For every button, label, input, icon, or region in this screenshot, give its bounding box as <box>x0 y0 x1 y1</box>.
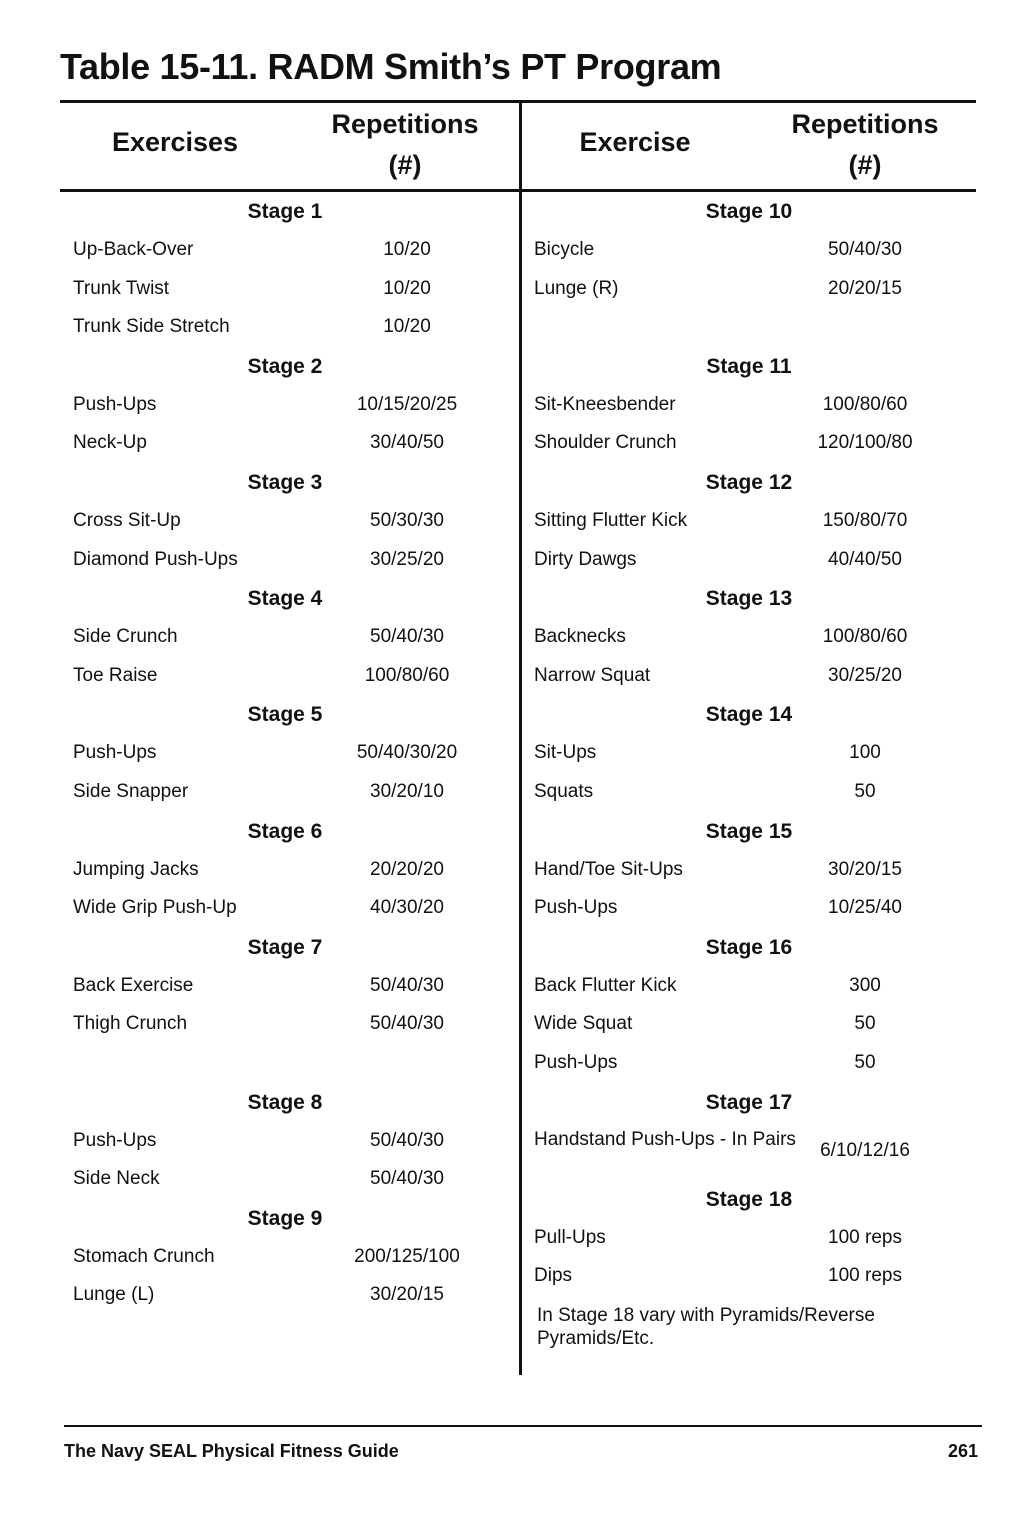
exercise-name: Push-Ups <box>534 897 618 919</box>
stage-heading <box>522 928 976 967</box>
table-row <box>60 424 518 463</box>
table-row <box>522 231 976 270</box>
stage-heading <box>60 192 518 231</box>
stage-label: Stage 11 <box>706 354 792 378</box>
footer-rule <box>64 1425 982 1427</box>
exercise-name: Push-Ups <box>73 393 157 415</box>
repetitions: 150/80/70 <box>822 509 908 531</box>
table-row <box>522 851 976 890</box>
header-reps-left-line1: Repetitions <box>331 109 479 139</box>
stage-heading <box>522 695 976 734</box>
stage-heading <box>522 347 976 386</box>
stage-heading <box>60 1083 518 1122</box>
exercise-name: Stomach Crunch <box>73 1245 215 1267</box>
repetitions: 10/20 <box>383 277 431 299</box>
repetitions: 200/125/100 <box>354 1245 460 1267</box>
exercise-name: Lunge (R) <box>534 277 619 299</box>
repetitions: 30/20/15 <box>828 858 902 880</box>
repetitions: 50/40/30 <box>370 626 444 648</box>
exercise-name: Sitting Flutter Kick <box>534 509 688 531</box>
exercise-name: Push-Ups <box>73 742 157 764</box>
stage-label: Stage 1 <box>247 200 323 223</box>
repetitions: 20/20/15 <box>828 277 902 299</box>
table-row <box>60 1276 518 1315</box>
repetitions: 50/30/30 <box>370 509 444 531</box>
table-row <box>522 618 976 657</box>
exercise-name: Push-Ups <box>534 1051 618 1073</box>
stage-label: Stage 4 <box>247 587 323 611</box>
stage-label: Stage 16 <box>705 935 793 959</box>
table-row <box>522 773 976 812</box>
table-row <box>522 502 976 541</box>
table-row <box>522 541 976 580</box>
table-row <box>60 270 518 309</box>
repetitions: 50/40/30 <box>828 239 902 260</box>
stage-heading <box>522 579 976 618</box>
repetitions: 100/80/60 <box>822 626 908 648</box>
repetitions: 10/20 <box>383 316 431 338</box>
exercise-name: Back Exercise <box>73 974 194 996</box>
table-row <box>522 657 976 696</box>
exercise-name: Backnecks <box>534 626 626 648</box>
exercise-name: Narrow Squat <box>534 664 651 686</box>
table-row <box>522 1044 976 1083</box>
header-exercises-left: Exercises <box>111 127 239 157</box>
stage-heading <box>522 463 976 502</box>
exercise-name: Shoulder Crunch <box>534 432 677 454</box>
exercise-name: Trunk Side Stretch <box>73 316 230 338</box>
exercise-name: Neck-Up <box>73 432 147 454</box>
repetitions: 20/20/20 <box>370 858 444 880</box>
table-row <box>60 502 518 541</box>
table-row <box>522 1122 976 1180</box>
table-row <box>60 231 518 270</box>
stage-label: Stage 10 <box>705 200 793 223</box>
left-column <box>60 192 518 1315</box>
stage-heading <box>60 579 518 618</box>
exercise-name: Squats <box>534 780 594 802</box>
exercise-name: Side Neck <box>73 1168 160 1190</box>
exercise-name: Handstand Push-Ups - In Pairs <box>534 1128 796 1150</box>
stage-heading <box>60 1199 518 1238</box>
repetitions: 100 reps <box>828 1226 902 1248</box>
exercise-name: Lunge (L) <box>73 1284 155 1306</box>
header-reps-left-line2: (#) <box>388 150 422 180</box>
exercise-name: Bicycle <box>534 239 595 260</box>
stage-heading <box>60 928 518 967</box>
stage-heading <box>522 1180 976 1219</box>
exercise-name: Wide Grip Push-Up <box>73 897 237 919</box>
exercise-name: Dirty Dawgs <box>534 548 637 570</box>
stage-label: Stage 18 <box>705 1187 793 1211</box>
header-reps-right-line1: Repetitions <box>791 109 939 139</box>
stage-label: Stage 2 <box>247 354 323 378</box>
repetitions: 100/80/60 <box>822 393 908 415</box>
page-title: Table 15-11. RADM Smith’s PT Program <box>60 46 722 87</box>
exercise-name: Hand/Toe Sit-Ups <box>534 858 683 880</box>
repetitions: 30/40/50 <box>370 432 444 454</box>
table-row <box>60 967 518 1006</box>
table-row <box>60 1122 518 1161</box>
exercise-name: Side Crunch <box>73 626 178 648</box>
exercise-name: Sit-Kneesbender <box>534 393 676 415</box>
repetitions: 120/100/80 <box>817 432 913 454</box>
stage-heading <box>60 347 518 386</box>
stage-heading <box>60 812 518 851</box>
stage-label: Stage 7 <box>247 935 323 959</box>
repetitions: 40/40/50 <box>828 548 902 570</box>
stage-heading <box>60 695 518 734</box>
repetitions: 50 <box>854 780 876 802</box>
top-rule <box>60 100 976 103</box>
repetitions: 10/15/20/25 <box>356 393 458 415</box>
stage-label: Stage 8 <box>247 1090 323 1114</box>
repetitions: 6/10/12/16 <box>820 1139 910 1161</box>
repetitions: 50/40/30 <box>370 1168 444 1190</box>
exercise-name: Push-Ups <box>73 1129 157 1151</box>
table-row <box>522 1219 976 1258</box>
repetitions: 100 <box>849 742 881 764</box>
exercise-name: Trunk Twist <box>73 277 170 299</box>
exercise-name: Sit-Ups <box>534 742 597 764</box>
stage-heading <box>60 463 518 502</box>
header-exercise-right: Exercise <box>579 127 691 157</box>
stage-label: Stage 15 <box>705 819 793 843</box>
exercise-name: Jumping Jacks <box>73 858 199 880</box>
stage-label: Stage 3 <box>247 470 323 494</box>
table-row <box>60 618 518 657</box>
table-row <box>60 851 518 890</box>
repetitions: 40/30/20 <box>370 897 444 919</box>
repetitions: 10/25/40 <box>828 897 902 919</box>
table-row <box>522 1257 976 1296</box>
repetitions: 50/40/30 <box>370 1129 444 1151</box>
stage-label: Stage 6 <box>247 819 323 843</box>
table-row <box>60 1238 518 1277</box>
repetitions: 50/40/30 <box>370 974 444 996</box>
repetitions: 50/40/30 <box>370 1013 444 1035</box>
exercise-name: Side Snapper <box>73 780 189 802</box>
stage-label: Stage 14 <box>705 703 793 727</box>
table-row <box>522 889 976 928</box>
table-row <box>60 386 518 425</box>
header-reps-right-line2: (#) <box>848 150 882 180</box>
exercise-name: Back Flutter Kick <box>534 974 677 996</box>
table-row <box>60 308 518 347</box>
table-row <box>522 424 976 463</box>
repetitions: 300 <box>849 974 881 996</box>
repetitions: 100/80/60 <box>364 664 450 686</box>
repetitions: 50 <box>854 1013 876 1035</box>
table-row <box>522 270 976 309</box>
exercise-name: Thigh Crunch <box>73 1013 188 1035</box>
right-column <box>522 192 976 1350</box>
stage-label: Stage 5 <box>247 703 323 727</box>
stage-heading <box>522 1083 976 1122</box>
table-row <box>60 889 518 928</box>
repetitions: 10/20 <box>383 239 431 260</box>
repetitions: 30/20/15 <box>370 1284 444 1306</box>
stage-label: Stage 9 <box>247 1206 323 1230</box>
table-row <box>60 773 518 812</box>
page-number: 261 <box>947 1441 978 1461</box>
table-row <box>522 1005 976 1044</box>
row-spacer <box>60 1044 518 1083</box>
repetitions: 50/40/30/20 <box>356 742 458 764</box>
stage-18-note: In Stage 18 vary with Pyramids/Reverse Pyramids/Etc. <box>537 1304 875 1349</box>
repetitions: 30/25/20 <box>828 664 902 686</box>
table-row <box>522 967 976 1006</box>
exercise-name: Diamond Push-Ups <box>73 548 238 570</box>
repetitions: 100 reps <box>828 1265 902 1287</box>
table-row <box>522 734 976 773</box>
table-row <box>60 657 518 696</box>
exercise-name: Cross Sit-Up <box>73 509 181 531</box>
stage-label: Stage 13 <box>705 587 793 611</box>
row-spacer <box>522 308 976 347</box>
exercise-name: Dips <box>534 1265 573 1287</box>
stage-label: Stage 17 <box>705 1090 793 1114</box>
exercise-name: Wide Squat <box>534 1013 633 1035</box>
table-row <box>60 1160 518 1199</box>
repetitions: 50 <box>854 1051 876 1073</box>
repetitions: 30/25/20 <box>370 548 444 570</box>
table-row <box>60 541 518 580</box>
table-row <box>60 734 518 773</box>
exercise-name: Pull-Ups <box>534 1226 606 1248</box>
repetitions: 30/20/10 <box>370 780 444 802</box>
exercise-name: Toe Raise <box>73 664 158 686</box>
table-row <box>522 386 976 425</box>
stage-heading <box>522 812 976 851</box>
table-row <box>60 1005 518 1044</box>
exercise-name: Up-Back-Over <box>73 239 194 260</box>
stage-label: Stage 12 <box>705 470 793 494</box>
stage-heading <box>522 192 976 231</box>
footer-book-title: The Navy SEAL Physical Fitness Guide <box>64 1441 399 1461</box>
